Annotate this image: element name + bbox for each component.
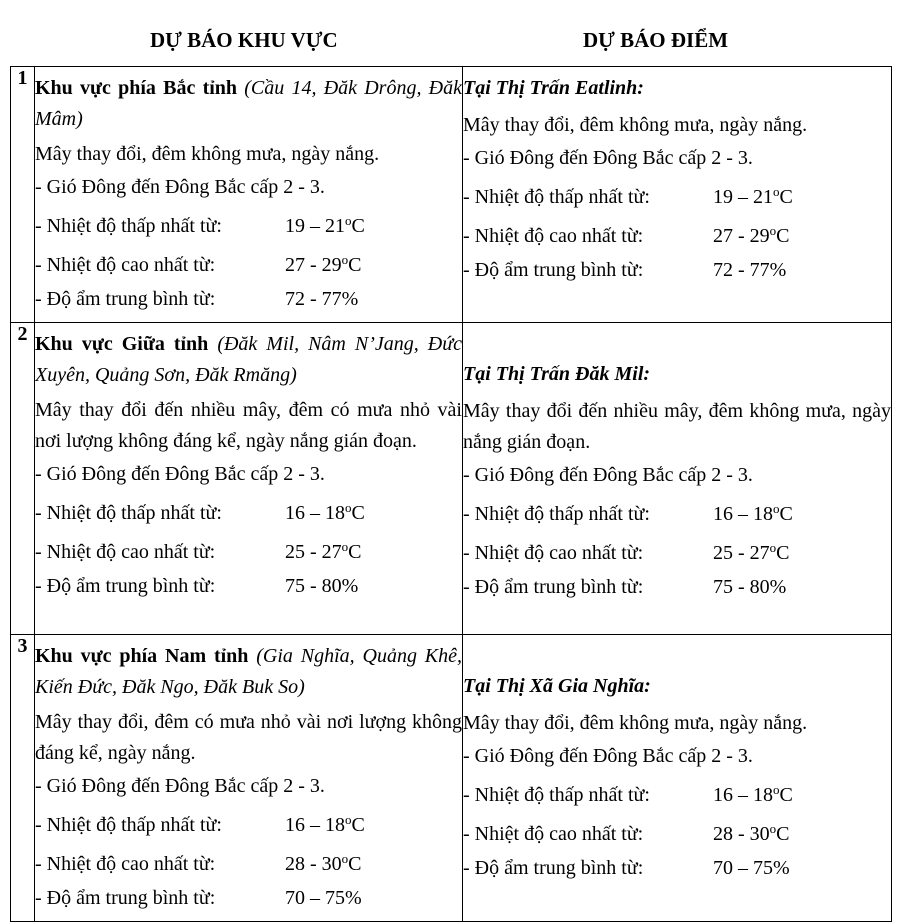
humidity-label: - Độ ẩm trung bình từ: [463,857,644,879]
point-title: Tại Thị Xã Gia Nghĩa: [463,675,651,697]
region-description: Mây thay đổi đến nhiều mây, đêm có mưa nhỏ vài nơi lượng không đáng kể, ngày nắng gián đoạn. [35,399,462,452]
humidity-value: 75 - 80% [713,576,787,598]
max-temp-label: - Nhiệt độ cao nhất từ: [463,823,644,845]
point-forecast-cell [463,635,892,922]
region-min-temp [35,491,462,530]
humidity-label: - Độ ẩm trung bình từ: [35,288,216,310]
max-temp-value: 25 - 27 [713,542,770,564]
region-max-temp [35,243,462,282]
max-temp-label: - Nhiệt độ cao nhất từ: [35,541,216,563]
degree-symbol: o [345,213,352,228]
regional-forecast-cell [35,323,463,635]
region-min-temp [35,204,462,243]
humidity-label: - Độ ẩm trung bình từ: [463,576,644,598]
row-number: 1 [11,67,35,323]
min-temp-label: - Nhiệt độ thấp nhất từ: [35,814,222,836]
degree-symbol: o [345,500,352,515]
regional-forecast-cell [35,635,463,922]
forecast-table [10,66,892,922]
min-temp-value: 16 – 18 [285,814,345,836]
point-wind: - Gió Đông đến Đông Bắc cấp 2 - 3. [463,147,753,169]
point-humidity [463,851,891,885]
min-temp-label: - Nhiệt độ thấp nhất từ: [463,186,650,208]
max-temp-value: 25 - 27 [285,541,342,563]
region-description: Mây thay đổi, đêm có mưa nhỏ vài nơi lượng không đáng kể, ngày nắng. [35,711,462,764]
humidity-value: 75 - 80% [285,575,359,597]
min-temp-label: - Nhiệt độ thấp nhất từ: [463,784,650,806]
region-title [35,73,462,135]
regional-forecast-cell [35,67,463,323]
degree-symbol: o [345,812,352,827]
region-max-temp [35,842,462,881]
row-number: 3 [11,635,35,922]
max-temp-label: - Nhiệt độ cao nhất từ: [35,853,216,875]
min-temp-label: - Nhiệt độ thấp nhất từ: [35,215,222,237]
point-min-temp [463,492,891,531]
celsius-unit: C [779,784,793,806]
max-temp-value: 27 - 29 [713,225,770,247]
region-areas: (Gia Nghĩa, Quảng Khê, Kiến Đức, Đăk Ngo, Đăk Buk So) [35,645,463,698]
point-wind: - Gió Đông đến Đông Bắc cấp 2 - 3. [463,464,753,486]
max-temp-value: 28 - 30 [713,823,770,845]
point-description: Mây thay đổi, đêm không mưa, ngày nắng. [463,712,808,734]
region-areas: (Cầu 14, Đăk Drông, Đăk Mâm) [35,77,463,130]
min-temp-value: 16 – 18 [713,503,773,525]
region-title [35,329,462,391]
point-forecast-cell [463,67,892,323]
region-humidity [35,569,462,603]
celsius-unit: C [776,823,790,845]
degree-symbol: o [773,184,780,199]
point-humidity [463,253,891,287]
region-name: Khu vực phía Bắc tỉnh [35,77,238,99]
celsius-unit: C [348,541,362,563]
humidity-value: 72 - 77% [713,259,787,281]
min-temp-value: 16 – 18 [713,784,773,806]
point-max-temp [463,214,891,253]
humidity-value: 70 – 75% [713,857,790,879]
max-temp-label: - Nhiệt độ cao nhất từ: [463,225,644,247]
table-row [11,635,892,922]
humidity-label: - Độ ẩm trung bình từ: [35,575,216,597]
celsius-unit: C [351,502,365,524]
region-wind: - Gió Đông đến Đông Bắc cấp 2 - 3. [35,176,325,198]
min-temp-value: 16 – 18 [285,502,345,524]
humidity-label: - Độ ẩm trung bình từ: [463,259,644,281]
celsius-unit: C [779,186,793,208]
humidity-label: - Độ ẩm trung bình từ: [35,887,216,909]
degree-symbol: o [773,501,780,516]
regional-forecast-header: DỰ BÁO KHU VỰC [150,28,338,52]
min-temp-value: 19 – 21 [285,215,345,237]
point-forecast-header: DỰ BÁO ĐIỂM [583,28,729,52]
max-temp-label: - Nhiệt độ cao nhất từ: [35,254,216,276]
region-title [35,641,462,703]
point-max-temp [463,531,891,570]
region-min-temp [35,803,462,842]
region-max-temp [35,530,462,569]
region-humidity [35,282,462,316]
point-min-temp [463,773,891,812]
degree-symbol: o [341,252,349,267]
region-name: Khu vực phía Nam tỉnh [35,645,249,667]
min-temp-label: - Nhiệt độ thấp nhất từ: [463,503,650,525]
region-description: Mây thay đổi, đêm không mưa, ngày nắng. [35,143,380,165]
point-wind: - Gió Đông đến Đông Bắc cấp 2 - 3. [463,745,753,767]
celsius-unit: C [776,542,790,564]
max-temp-label: - Nhiệt độ cao nhất từ: [463,542,644,564]
min-temp-value: 19 – 21 [713,186,773,208]
point-description: Mây thay đổi đến nhiều mây, đêm không mưa, ngày nắng gián đoạn. [463,400,891,453]
degree-symbol: o [341,851,349,866]
celsius-unit: C [351,215,365,237]
min-temp-label: - Nhiệt độ thấp nhất từ: [35,502,222,524]
point-min-temp [463,175,891,214]
point-description: Mây thay đổi, đêm không mưa, ngày nắng. [463,114,808,136]
celsius-unit: C [779,503,793,525]
table-row [11,323,892,635]
degree-symbol: o [769,540,777,555]
point-forecast-cell [463,323,892,635]
humidity-value: 70 – 75% [285,887,362,909]
degree-symbol: o [769,821,777,836]
row-number: 2 [11,323,35,635]
celsius-unit: C [351,814,365,836]
point-title: Tại Thị Trấn Eatlinh: [463,77,644,99]
degree-symbol: o [341,539,349,554]
point-humidity [463,570,891,604]
degree-symbol: o [769,223,777,238]
humidity-value: 72 - 77% [285,288,359,310]
degree-symbol: o [773,782,780,797]
max-temp-value: 28 - 30 [285,853,342,875]
region-wind: - Gió Đông đến Đông Bắc cấp 2 - 3. [35,775,325,797]
celsius-unit: C [348,853,362,875]
celsius-unit: C [776,225,790,247]
point-max-temp [463,812,891,851]
celsius-unit: C [348,254,362,276]
region-wind: - Gió Đông đến Đông Bắc cấp 2 - 3. [35,463,325,485]
max-temp-value: 27 - 29 [285,254,342,276]
table-row [11,67,892,323]
region-areas: (Đăk Mil, Nâm N’Jang, Đức Xuyên, Quảng Sơn, Đăk Rmăng) [35,333,462,386]
region-name: Khu vực Giữa tỉnh [35,333,209,355]
point-title: Tại Thị Trấn Đăk Mil: [463,363,651,385]
